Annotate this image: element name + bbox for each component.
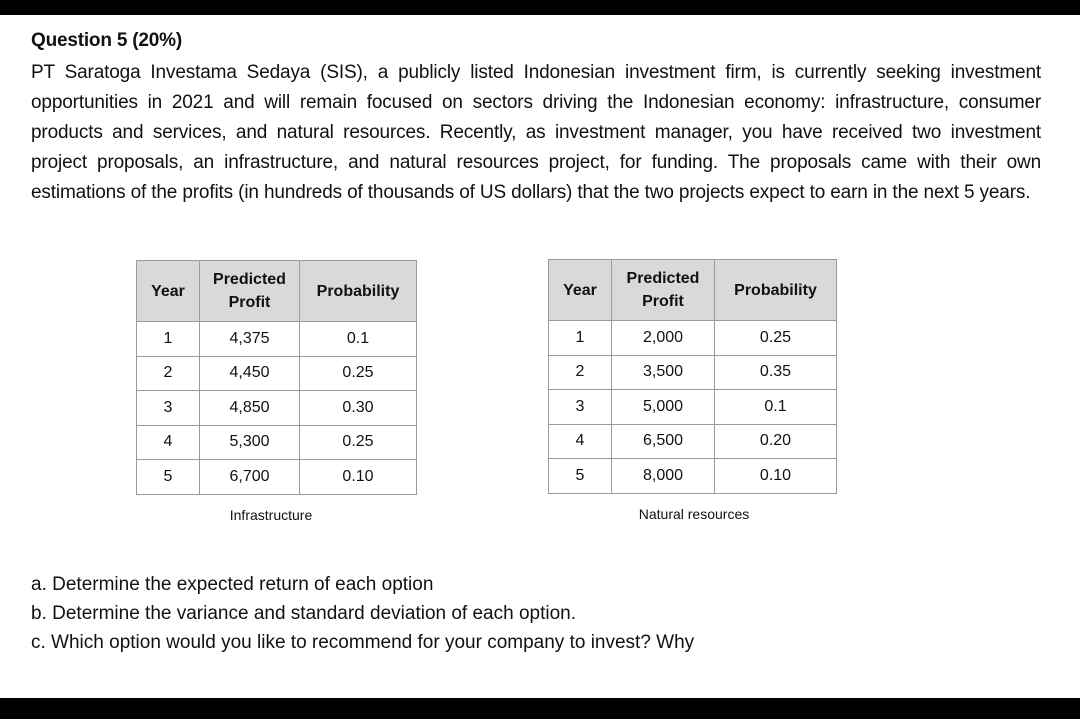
table-row: [549, 390, 837, 425]
year-cell: 5: [549, 459, 612, 494]
profit-cell: 4,850: [200, 391, 300, 426]
profit-cell: 5,300: [200, 425, 300, 460]
infrastructure-caption: Infrastructure: [229, 507, 313, 523]
year-cell: 2: [549, 355, 612, 390]
task-list: [31, 570, 694, 657]
document-page: [0, 15, 1080, 698]
probability-cell: 0.30: [300, 391, 417, 426]
year-cell: 5: [137, 460, 200, 495]
probability-cell: 0.25: [715, 321, 837, 356]
profit-cell: 5,000: [612, 390, 715, 425]
year-cell: 4: [549, 424, 612, 459]
profit-cell: 6,500: [612, 424, 715, 459]
probability-cell: 0.10: [715, 459, 837, 494]
profit-cell: 4,450: [200, 356, 300, 391]
year-header: Year: [549, 260, 612, 321]
year-cell: 3: [549, 390, 612, 425]
infrastructure-table: [136, 260, 417, 495]
natural-resources-caption: Natural resources: [638, 506, 750, 522]
task-a: a. Determine the expected return of each option: [31, 574, 434, 595]
table-row: [137, 460, 417, 495]
probability-header: Probability: [715, 260, 837, 321]
probability-cell: 0.20: [715, 424, 837, 459]
year-cell: 1: [137, 322, 200, 357]
natural-resources-table: [548, 259, 837, 494]
table-row: [549, 321, 837, 356]
probability-header: Probability: [300, 261, 417, 322]
probability-cell: 0.25: [300, 356, 417, 391]
table-row: [549, 459, 837, 494]
task-b: b. Determine the variance and standard deviation of each option.: [31, 603, 577, 624]
question-intro: PT Saratoga Investama Sedaya (SIS), a publicly listed Indonesian investment firm, is currently seeking investment opportunities in 2021 and will remain focused on sectors driving the Indonesian economy: infrastructure, consumer products and services, and natural resources. Recently, as investment manager, you have received two investment project proposals, an infrastructure, and natural resources project, for funding. The proposals came with their own estimations of the profits (in hundreds of thousands of US dollars) that the two projects expect to earn in the next 5 years.: [31, 62, 1041, 203]
table-row: [549, 424, 837, 459]
year-cell: 4: [137, 425, 200, 460]
profit-cell: 4,375: [200, 322, 300, 357]
probability-cell: 0.25: [300, 425, 417, 460]
question-heading: Question 5 (20%): [31, 30, 182, 51]
profit-cell: 8,000: [612, 459, 715, 494]
year-cell: 1: [549, 321, 612, 356]
profit-cell: 2,000: [612, 321, 715, 356]
table-row: [137, 322, 417, 357]
table-header-row: [549, 260, 837, 321]
table-row: [549, 355, 837, 390]
profit-cell: 3,500: [612, 355, 715, 390]
table-row: [137, 425, 417, 460]
probability-cell: 0.1: [300, 322, 417, 357]
predicted-profit-header: Predicted Profit: [200, 261, 300, 322]
predicted-profit-header: Predicted Profit: [612, 260, 715, 321]
table-row: [137, 356, 417, 391]
year-cell: 3: [137, 391, 200, 426]
table-header-row: [137, 261, 417, 322]
table-row: [137, 391, 417, 426]
profit-cell: 6,700: [200, 460, 300, 495]
year-header: Year: [137, 261, 200, 322]
probability-cell: 0.35: [715, 355, 837, 390]
probability-cell: 0.10: [300, 460, 417, 495]
year-cell: 2: [137, 356, 200, 391]
probability-cell: 0.1: [715, 390, 837, 425]
task-c: c. Which option would you like to recommend for your company to invest? Why: [31, 632, 695, 653]
bottom-border: [0, 698, 1080, 719]
